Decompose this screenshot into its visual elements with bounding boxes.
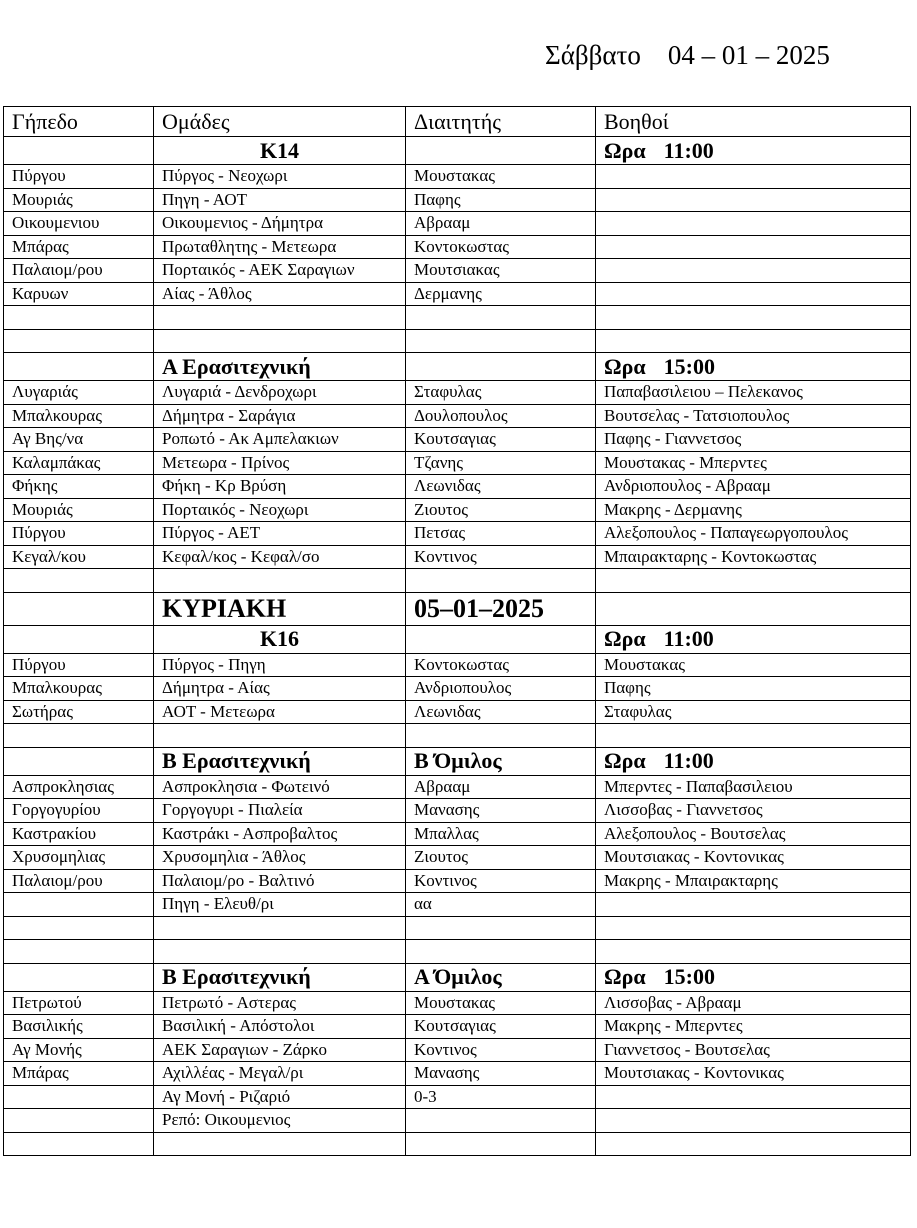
venue-cell: Ασπροκλησιας [4,775,154,799]
referee-cell: Κοντοκωστας [406,235,596,259]
assistants-cell: Ανδριοπουλος - Αβρααμ [596,475,911,499]
venue-cell: Πύργου [4,653,154,677]
time-label: Ωρα [604,626,646,651]
venue-cell [4,329,154,353]
table-row [4,329,911,353]
table-row [4,235,911,259]
venue-cell [4,569,154,593]
teams-cell: Παλαιομ/ρο - Βαλτινό [154,869,406,893]
venue-cell [4,1109,154,1133]
teams-cell [154,569,406,593]
kickoff-time: 11:00 [663,748,714,773]
table-row [4,1085,911,1109]
referee-cell: Κοντινος [406,1038,596,1062]
venue-cell [4,916,154,940]
referee-cell: Κοντινος [406,545,596,569]
teams-cell: Ροπωτό - Ακ Αμπελακιων [154,428,406,452]
venue-cell: Παλαιομ/ρου [4,259,154,283]
referee-cell: 05–01–2025 [406,592,596,625]
table-row [4,1132,911,1156]
referee-cell [406,306,596,330]
venue-cell [4,893,154,917]
assistants-cell [596,235,911,259]
teams-cell: Ρεπό: Οικουμενιος [154,1109,406,1133]
venue-cell: Φήκης [4,475,154,499]
venue-cell [4,592,154,625]
assistants-cell [596,747,911,775]
table-row [4,282,911,306]
assistants-cell [596,592,911,625]
table-row [4,428,911,452]
venue-cell [4,353,154,381]
teams-cell: Φήκη - Κρ Βρύση [154,475,406,499]
table-row [4,165,911,189]
table-row [4,846,911,870]
referee-cell: Σταφυλας [406,381,596,405]
assistants-cell [596,212,911,236]
page-date [545,40,830,71]
teams-cell: Κεφαλ/κος - Κεφαλ/σο [154,545,406,569]
table-row [4,822,911,846]
section-header-row [4,137,911,165]
venue-cell [4,137,154,165]
table-row [4,1109,911,1133]
venue-cell: Καρυων [4,282,154,306]
teams-cell: Λυγαριά - Δενδροχωρι [154,381,406,405]
assistants-cell [596,1109,911,1133]
referee-cell: Μανασης [406,1062,596,1086]
referee-cell: Α Όμιλος [406,963,596,991]
assistants-cell [596,940,911,964]
teams-cell: Καστράκι - Ασπροβαλτος [154,822,406,846]
assistants-cell: Αλεξοπουλος - Βουτσελας [596,822,911,846]
venue-cell: Πύργου [4,522,154,546]
assistants-cell [596,165,911,189]
assistants-cell: Γιαννετσος - Βουτσελας [596,1038,911,1062]
table-row [4,545,911,569]
venue-cell: Μπαλκουρας [4,677,154,701]
teams-cell: Δήμητρα - Αίας [154,677,406,701]
teams-cell: Ασπροκλησια - Φωτεινό [154,775,406,799]
table-row [4,1015,911,1039]
teams-cell: Μετεωρα - Πρίνος [154,451,406,475]
teams-cell: Πορταικός - Νεοχωρι [154,498,406,522]
table-row [4,306,911,330]
column-header-assistants: Βοηθοί [596,107,911,137]
teams-cell [154,916,406,940]
table-row [4,724,911,748]
assistants-cell: Μπερντες - Παπαβασιλειου [596,775,911,799]
teams-cell: Πύργος - ΑΕΤ [154,522,406,546]
header-row [4,107,911,137]
assistants-cell [596,1085,911,1109]
assistants-cell: Σταφυλας [596,700,911,724]
referee-cell [406,940,596,964]
assistants-cell [596,625,911,653]
assistants-cell [596,1132,911,1156]
teams-cell: Β Ερασιτεχνική [154,747,406,775]
assistants-cell [596,569,911,593]
column-header-teams: Ομάδες [154,107,406,137]
table-row [4,700,911,724]
assistants-cell [596,329,911,353]
table-row [4,1038,911,1062]
venue-cell [4,963,154,991]
venue-cell [4,1132,154,1156]
kickoff-time: 11:00 [663,137,714,163]
kickoff-time: 15:00 [663,353,715,379]
assistants-cell: Μακρης - Μπαιρακταρης [596,869,911,893]
teams-cell: Πύργος - Νεοχωρι [154,165,406,189]
venue-cell: Σωτήρας [4,700,154,724]
teams-cell: ΑΟΤ - Μετεωρα [154,700,406,724]
table-row [4,498,911,522]
teams-cell: Αίας - Άθλος [154,282,406,306]
schedule-body [4,107,911,1156]
section-header-row [4,353,911,381]
teams-cell [154,306,406,330]
venue-cell [4,747,154,775]
table-row [4,475,911,499]
referee-cell: Μουτσιακας [406,259,596,283]
assistants-cell [596,188,911,212]
referee-cell: Μουστακας [406,165,596,189]
referee-cell: Τζανης [406,451,596,475]
teams-cell [154,329,406,353]
column-header-referee: Διαιτητής [406,107,596,137]
venue-cell: Οικουμενιου [4,212,154,236]
table-row [4,799,911,823]
teams-cell: Πηγη - ΑΟΤ [154,188,406,212]
venue-cell: Παλαιομ/ρου [4,869,154,893]
referee-cell: Λεωνιδας [406,475,596,499]
teams-cell: Πηγη - Ελευθ/ρι [154,893,406,917]
section-header-row [4,625,911,653]
teams-cell: Β Ερασιτεχνική [154,963,406,991]
assistants-cell: Μουστακας [596,653,911,677]
referee-cell: Δουλοπουλος [406,404,596,428]
teams-cell: Χρυσομηλια - Άθλος [154,846,406,870]
referee-cell: Δερμανης [406,282,596,306]
teams-cell: Πρωταθλητης - Μετεωρα [154,235,406,259]
venue-cell [4,625,154,653]
referee-cell: Μουστακας [406,991,596,1015]
assistants-cell: Μακρης - Δερμανης [596,498,911,522]
venue-cell: Μπάρας [4,1062,154,1086]
table-row [4,1062,911,1086]
table-row [4,522,911,546]
venue-cell: Βασιλικής [4,1015,154,1039]
assistants-cell: Μπαιρακταρης - Κοντοκωστας [596,545,911,569]
referee-cell: Κουτσαγιας [406,428,596,452]
teams-cell: Βασιλική - Απόστολοι [154,1015,406,1039]
referee-cell: Λεωνιδας [406,700,596,724]
referee-cell: Μανασης [406,799,596,823]
referee-cell: Ανδριοπουλος [406,677,596,701]
venue-cell [4,724,154,748]
referee-cell: Κουτσαγιας [406,1015,596,1039]
referee-cell: Β Όμιλος [406,747,596,775]
assistants-cell: Μακρης - Μπερντες [596,1015,911,1039]
table-row [4,775,911,799]
table-row [4,404,911,428]
venue-cell: Αγ Μονής [4,1038,154,1062]
time-label: Ωρα [604,964,646,989]
assistants-cell: Λισσοβας - Αβρααμ [596,991,911,1015]
section-header-row [4,963,911,991]
assistants-cell [596,963,911,991]
referee-cell [406,1109,596,1133]
referee-cell: αα [406,893,596,917]
venue-cell: Μπάρας [4,235,154,259]
venue-cell [4,1085,154,1109]
venue-cell [4,306,154,330]
venue-cell: Μουριάς [4,498,154,522]
table-row [4,653,911,677]
referee-cell [406,353,596,381]
table-row [4,451,911,475]
assistants-cell [596,724,911,748]
assistants-cell [596,259,911,283]
table-row [4,677,911,701]
table-row [4,569,911,593]
assistants-cell: Παφης [596,677,911,701]
venue-cell: Μπαλκουρας [4,404,154,428]
day-header-row [4,592,911,625]
referee-cell: Αβρααμ [406,212,596,236]
teams-cell [154,724,406,748]
assistants-cell [596,282,911,306]
teams-cell: ΚΥΡΙΑΚΗ [154,592,406,625]
venue-cell [4,940,154,964]
referee-cell [406,329,596,353]
teams-cell: K14 [154,137,406,165]
referee-cell: Παφης [406,188,596,212]
assistants-cell: Παφης - Γιαννετσος [596,428,911,452]
assistants-cell [596,916,911,940]
venue-cell: Λυγαριάς [4,381,154,405]
section-header-row [4,747,911,775]
assistants-cell [596,137,911,165]
table-row [4,869,911,893]
table-row [4,381,911,405]
venue-cell: Πύργου [4,165,154,189]
referee-cell [406,916,596,940]
teams-cell [154,1132,406,1156]
venue-cell: Πετρωτού [4,991,154,1015]
teams-cell: Πετρωτό - Αστερας [154,991,406,1015]
assistants-cell [596,353,911,381]
teams-cell: ΑΕΚ Σαραγιων - Ζάρκο [154,1038,406,1062]
teams-cell: Αγ Μονή - Ριζαριό [154,1085,406,1109]
kickoff-time: 15:00 [663,964,715,989]
teams-cell [154,940,406,964]
time-label: Ωρα [604,353,646,379]
date-label: 04 – 01 – 2025 [667,40,830,70]
assistants-cell: Μουστακας - Μπερντες [596,451,911,475]
referee-cell: Κοντοκωστας [406,653,596,677]
day-label: Σάββατο [545,40,641,70]
referee-cell: Πετσας [406,522,596,546]
referee-cell [406,137,596,165]
time-label: Ωρα [604,137,646,163]
referee-cell: Μπαλλας [406,822,596,846]
assistants-cell [596,306,911,330]
referee-cell [406,569,596,593]
teams-cell: Πορταικός - ΑΕΚ Σαραγιων [154,259,406,283]
assistants-cell [596,893,911,917]
teams-cell: K16 [154,625,406,653]
schedule-table [3,106,911,1156]
referee-cell [406,1132,596,1156]
teams-cell: Γοργογυρι - Πιαλεία [154,799,406,823]
table-row [4,188,911,212]
venue-cell: Μουριάς [4,188,154,212]
venue-cell: Κεγαλ/κου [4,545,154,569]
venue-cell: Γοργογυρίου [4,799,154,823]
teams-cell: Α Ερασιτεχνική [154,353,406,381]
venue-cell: Χρυσομηλιας [4,846,154,870]
assistants-cell: Αλεξοπουλος - Παπαγεωργοπουλος [596,522,911,546]
teams-cell: Δήμητρα - Σαράγια [154,404,406,428]
teams-cell: Οικουμενιος - Δήμητρα [154,212,406,236]
teams-cell: Πύργος - Πηγη [154,653,406,677]
table-row [4,212,911,236]
assistants-cell: Λισσοβας - Γιαννετσος [596,799,911,823]
venue-cell: Καλαμπάκας [4,451,154,475]
teams-cell: Αχιλλέας - Μεγαλ/ρι [154,1062,406,1086]
venue-cell: Καστρακίου [4,822,154,846]
table-row [4,991,911,1015]
assistants-cell: Μουτσιακας - Κοντονικας [596,1062,911,1086]
table-row [4,940,911,964]
assistants-cell: Μουτσιακας - Κοντονικας [596,846,911,870]
assistants-cell: Βουτσελας - Τατσιοπουλος [596,404,911,428]
table-row [4,916,911,940]
kickoff-time: 11:00 [663,626,714,651]
referee-cell: Ζιουτος [406,498,596,522]
venue-cell: Αγ Βης/να [4,428,154,452]
time-label: Ωρα [604,748,646,773]
referee-cell: Ζιουτος [406,846,596,870]
table-row [4,893,911,917]
table-row [4,259,911,283]
referee-cell: Κοντινος [406,869,596,893]
assistants-cell: Παπαβασιλειου – Πελεκανος [596,381,911,405]
referee-cell [406,724,596,748]
referee-cell [406,625,596,653]
column-header-venue: Γήπεδο [4,107,154,137]
referee-cell: Αβρααμ [406,775,596,799]
referee-cell: 0-3 [406,1085,596,1109]
